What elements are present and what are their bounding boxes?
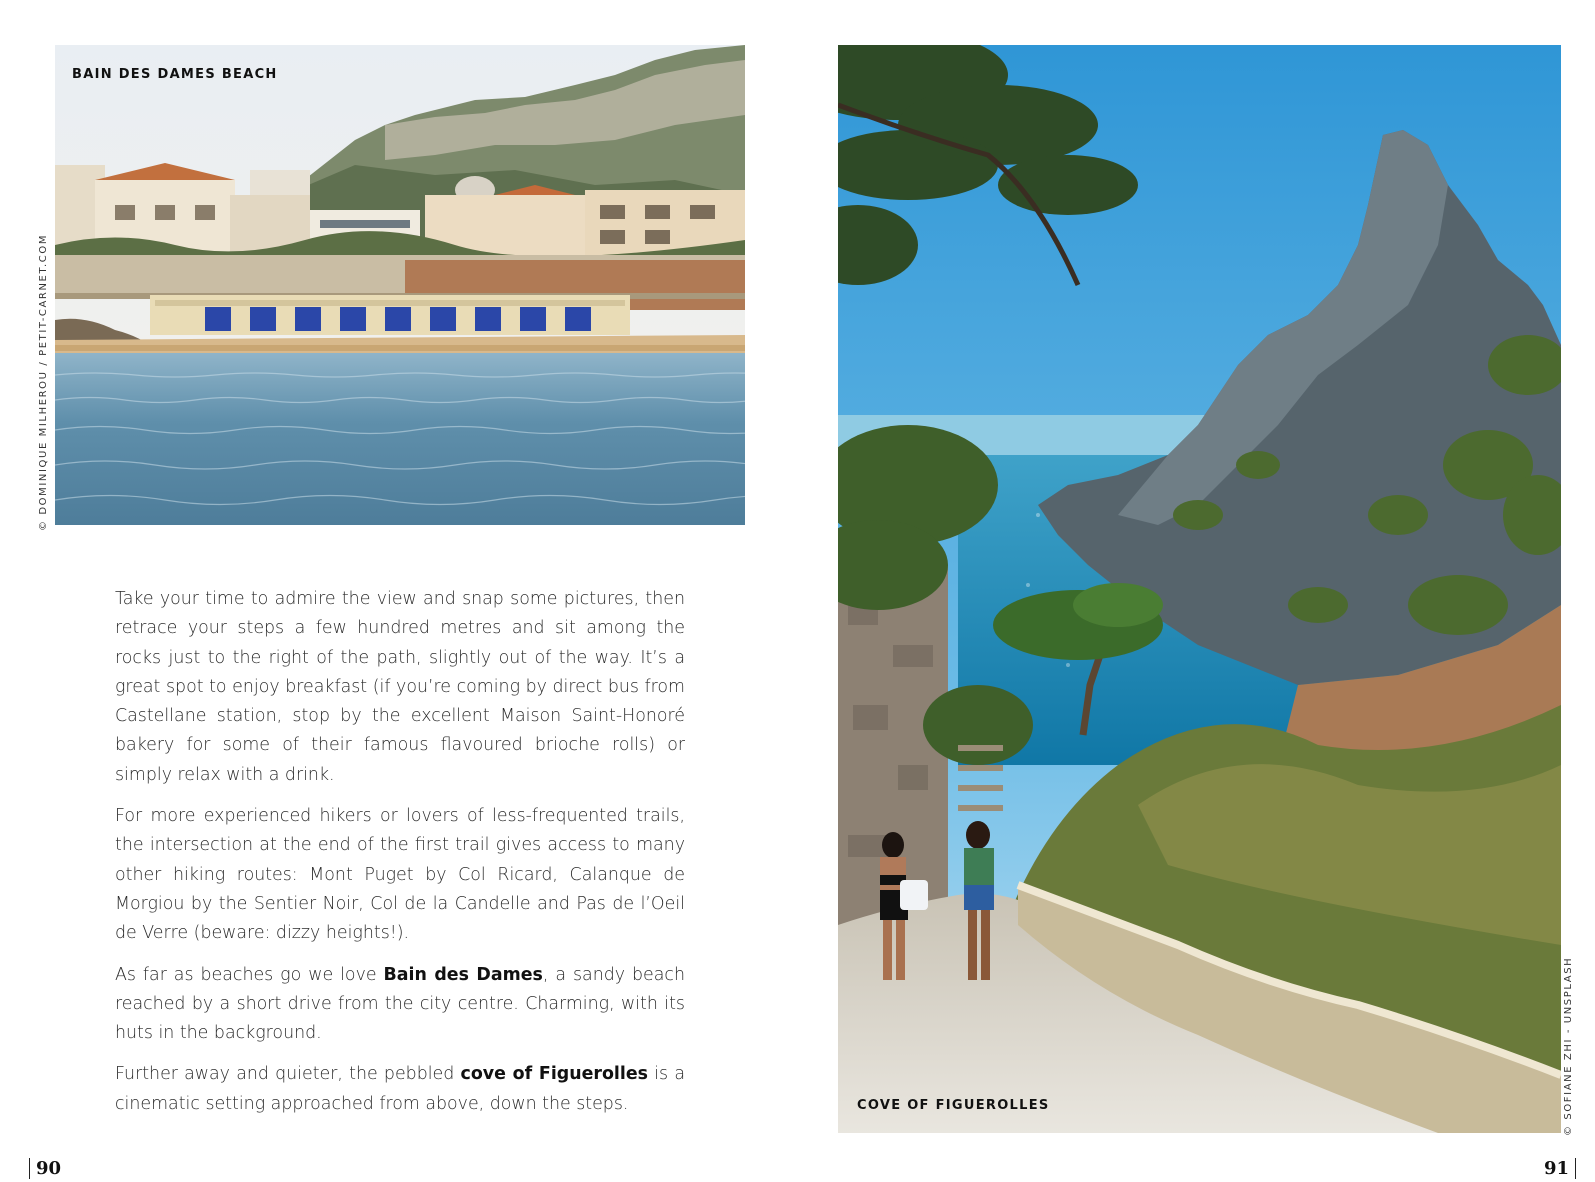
- page-number-right: 91: [1544, 1158, 1576, 1179]
- paragraph-hikers: For more experienced hikers or lovers of less-frequented trails, the intersection at the end of the first trail gives access to many other hiking routes: Mont Puget by Col Ricard, Calanque de Morgiou by the Sentier Noir, Col de la Candelle and Pas de l’Oeil de Verre (beware: dizzy heights!).: [115, 806, 685, 944]
- paragraph-bain-des-dames: [115, 961, 685, 1049]
- paragraph-figuerolles: [115, 1060, 685, 1119]
- cove-of-figuerolles-photo: [838, 45, 1561, 1133]
- page-number-left: 90: [29, 1158, 61, 1179]
- p4-tail: is a cinematic setting approached from above, down the steps.: [115, 1064, 685, 1114]
- p4-lead: Further away and quieter, the pebbled: [115, 1064, 461, 1085]
- bain-des-dames-caption: BAIN DES DAMES BEACH: [72, 67, 278, 82]
- p3-lead: As far as beaches go we love: [115, 964, 384, 985]
- right-photo-credit: © SOFIANE ZHI - UNSPLASH: [1563, 956, 1574, 1136]
- bain-des-dames-highlight: Bain des Dames: [383, 964, 543, 985]
- paragraph-view: Take your time to admire the view and snap some pictures, then retrace your steps a few hundred metres and sit among the rocks just to the right of the path, slightly out of the way. It’s a great spot to enjoy breakfast (if you’re coming by direct bus from Castellane station, stop by the excellent Maison Saint-Honoré bakery for some of their famous flavoured brioche rolls) or simply relax with a drink.: [115, 589, 685, 785]
- body-text: [115, 585, 685, 1131]
- figuerolles-highlight: cove of Figuerolles: [460, 1064, 648, 1085]
- cove-of-figuerolles-caption: COVE OF FIGUEROLLES: [857, 1098, 1050, 1113]
- left-photo-credit: © DOMINIQUE MILHEROU / PETIT-CARNET.COM: [38, 233, 49, 531]
- bain-des-dames-photo: [55, 45, 745, 525]
- p3-tail: , a sandy beach reached by a short drive from the city centre. Charming, with its huts in the background.: [115, 964, 685, 1044]
